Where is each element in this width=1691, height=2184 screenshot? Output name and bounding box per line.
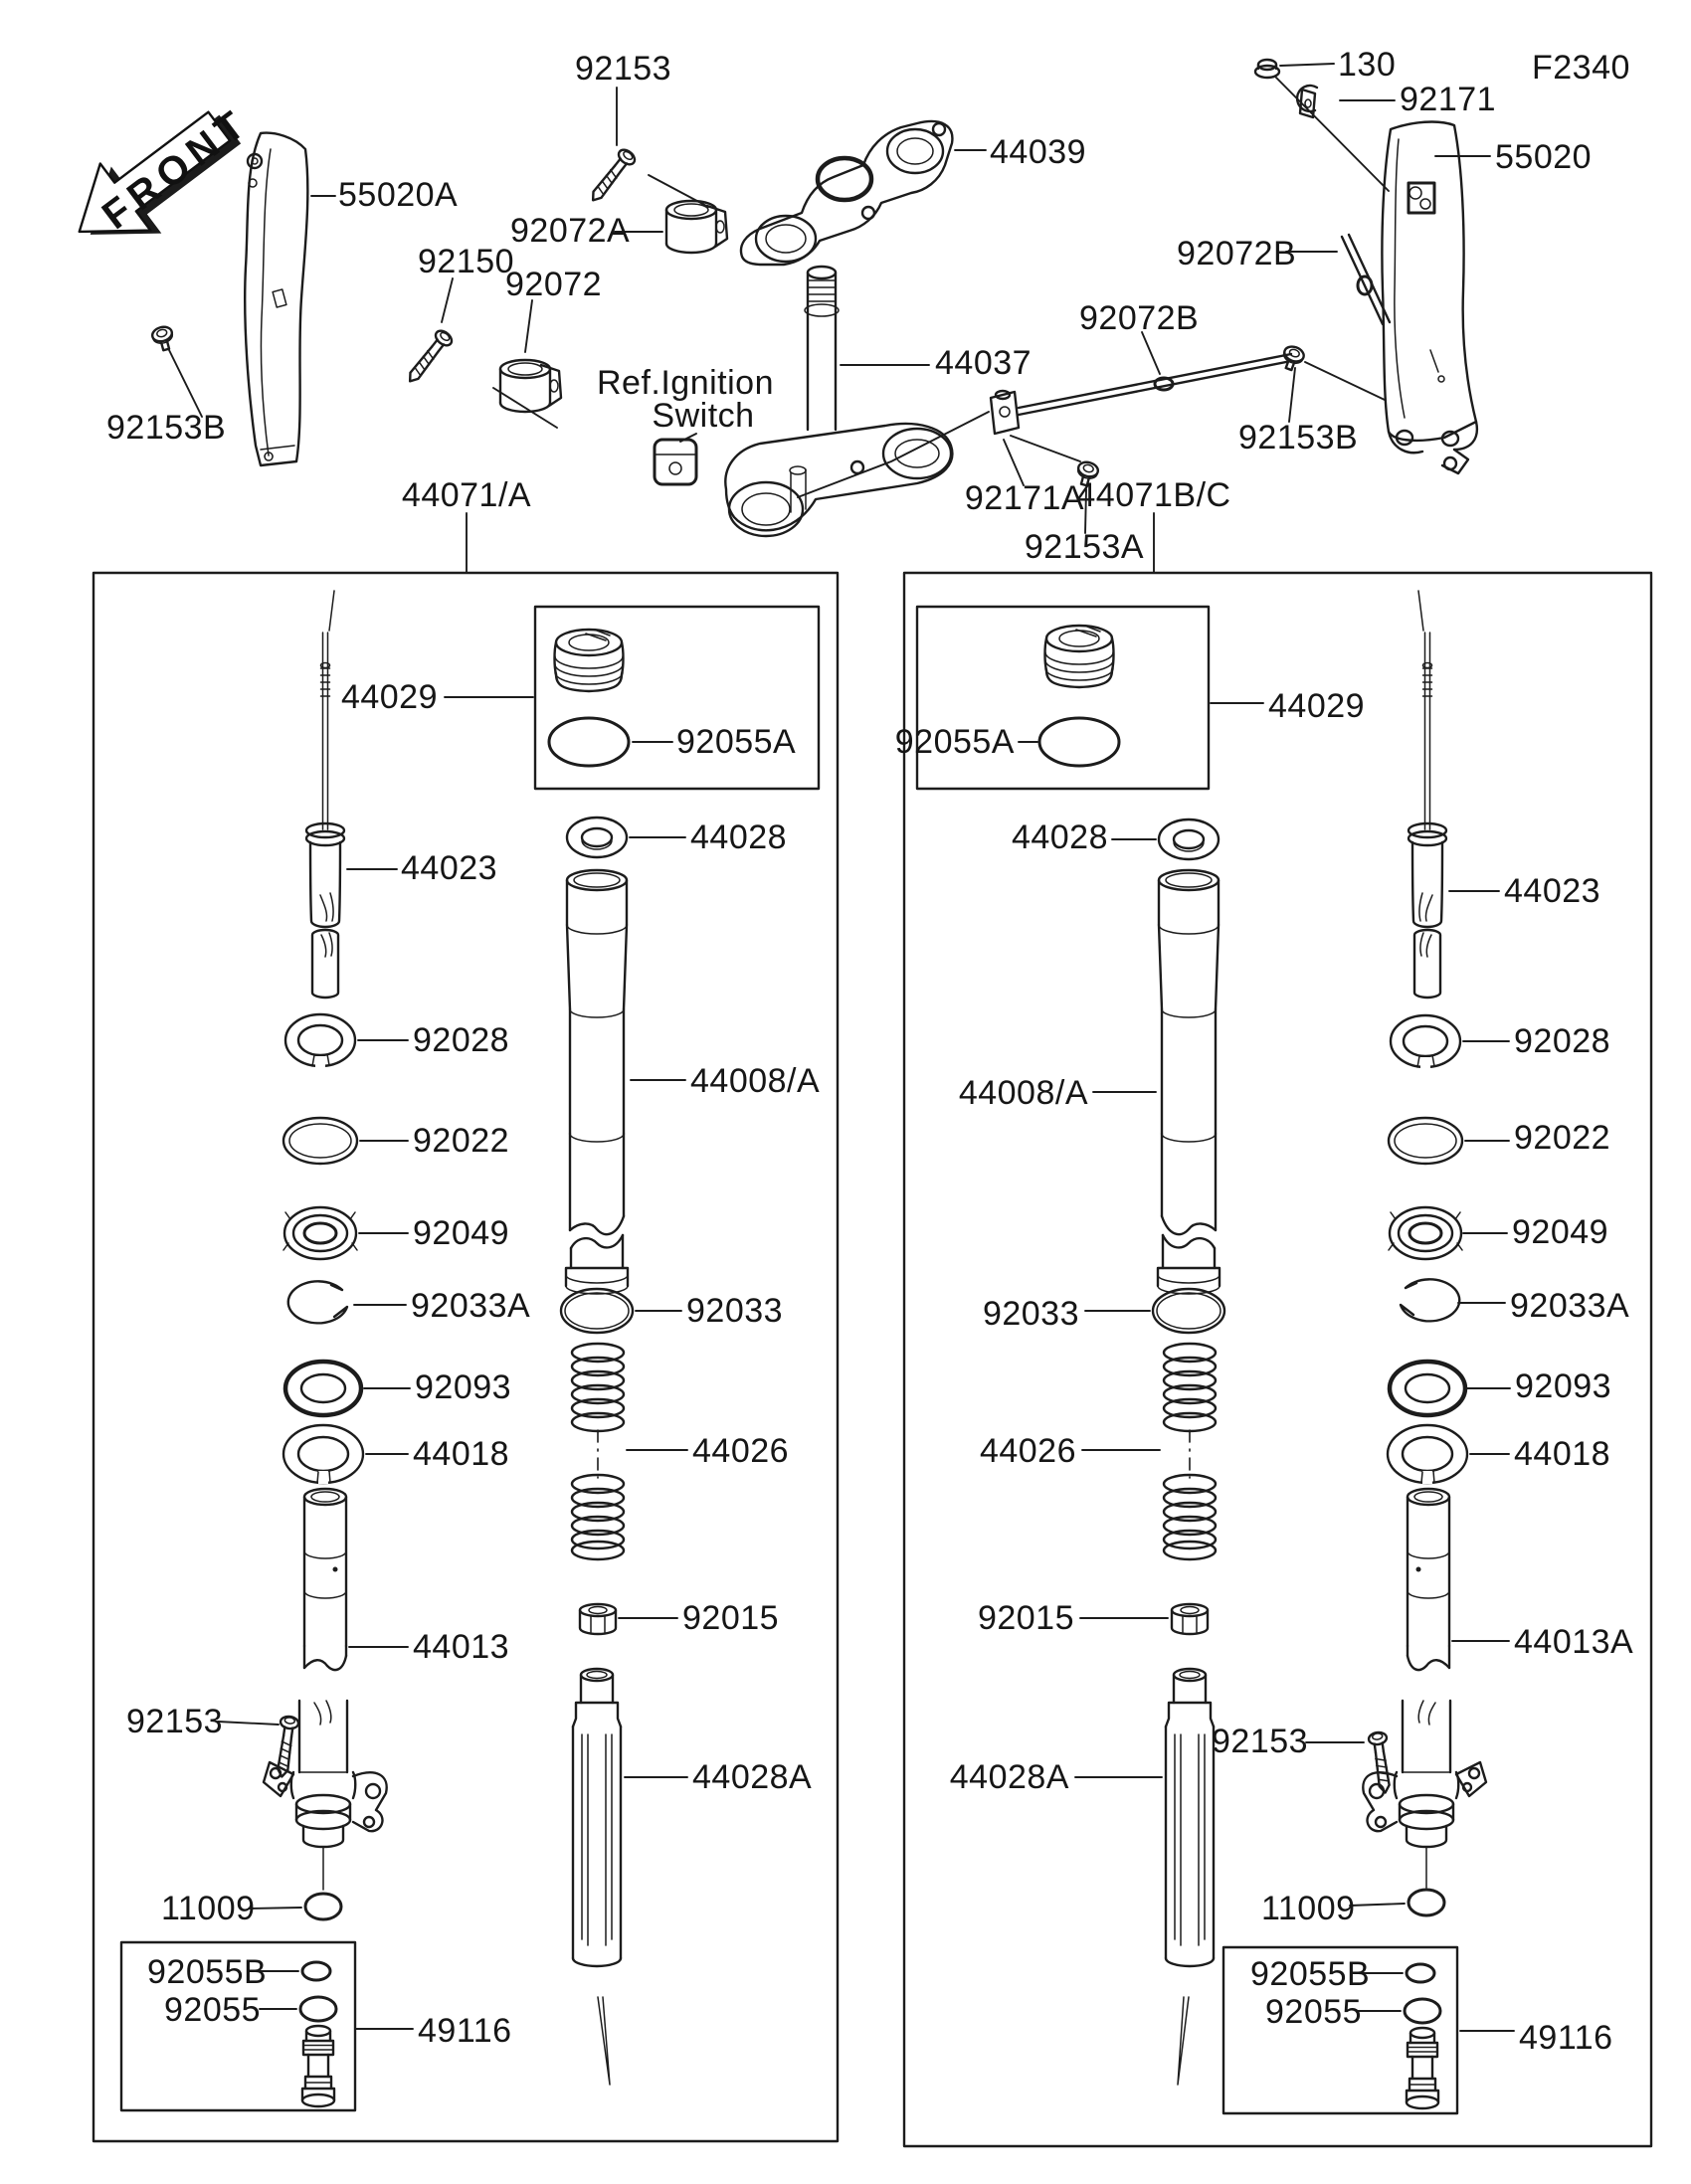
left-fork-assembly-title: 44071/A xyxy=(401,476,532,514)
left-callout-oring-11009: 11009 xyxy=(161,1890,256,1927)
left-callout-ring-92022: 92022 xyxy=(413,1122,510,1160)
callout-clamp-92072: 92072 xyxy=(505,266,603,303)
right-callout-bush-44018: 44018 xyxy=(1514,1435,1611,1473)
right-callout-ring-92033: 92033 xyxy=(982,1295,1079,1333)
front-marker-text: FRONT xyxy=(94,99,259,239)
right-callout-washer: 44028 xyxy=(1011,819,1108,856)
callout-cable-guide-upper: 92072B xyxy=(1177,235,1297,273)
left-callout-rod: 44028A xyxy=(692,1758,813,1796)
callout-bolt-92153b-right: 92153B xyxy=(1238,419,1359,456)
ref-ignition-note-line1: Ref.Ignition xyxy=(597,364,774,402)
right-callout-seal-92049: 92049 xyxy=(1512,1213,1609,1251)
callout-cable-guide-lower: 92072B xyxy=(1079,299,1200,337)
left-callout-ring-92028: 92028 xyxy=(413,1021,510,1059)
right-callout-ring-92022: 92022 xyxy=(1514,1119,1611,1157)
left-callout-needle: 44023 xyxy=(401,849,498,887)
ref-ignition-note-line2: Switch xyxy=(652,397,755,435)
callout-clamp-92072a: 92072A xyxy=(510,212,631,250)
left-callout-cap: 44029 xyxy=(340,678,438,716)
left-callout-inner-tube: 44008/A xyxy=(690,1062,821,1100)
right-callout-oring-11009: 11009 xyxy=(1261,1890,1356,1927)
left-callout-cap-oring: 92055A xyxy=(676,723,797,761)
callout-guard-left: 55020A xyxy=(338,176,459,214)
right-callout-oring-92055b: 92055B xyxy=(1250,1955,1371,1993)
right-callout-cylinder: 44013A xyxy=(1514,1623,1634,1661)
left-callout-clip-92033a: 92033A xyxy=(411,1287,531,1325)
right-callout-cap: 44029 xyxy=(1268,687,1366,725)
left-callout-washer: 44028 xyxy=(690,819,788,856)
left-callout-spring: 44026 xyxy=(692,1432,790,1470)
left-callout-nut-92015: 92015 xyxy=(682,1599,780,1637)
callout-bolt-92153a: 92153A xyxy=(1024,528,1145,566)
left-callout-ring-92093: 92093 xyxy=(415,1368,512,1406)
callout-nut-130: 130 xyxy=(1338,46,1397,84)
right-callout-inner-tube: 44008/A xyxy=(958,1074,1088,1112)
left-callout-valve: 49116 xyxy=(418,2012,512,2050)
right-callout-rod: 44028A xyxy=(949,1758,1069,1796)
right-fork-assembly-title: 44071B/C xyxy=(1076,476,1231,514)
right-callout-ring-92028: 92028 xyxy=(1514,1022,1611,1060)
left-callout-oring-92055: 92055 xyxy=(164,1991,262,2029)
callout-bolt-92153b-left: 92153B xyxy=(106,409,227,447)
left-callout-cylinder: 44013 xyxy=(413,1628,510,1666)
left-callout-bush-44018: 44018 xyxy=(413,1435,510,1473)
callout-screw-92150: 92150 xyxy=(418,243,515,280)
right-callout-needle: 44023 xyxy=(1504,872,1601,910)
callout-guard-right: 55020 xyxy=(1495,138,1593,176)
right-callout-cap-oring: 92055A xyxy=(894,723,1015,761)
left-callout-screw: 92153 xyxy=(126,1703,224,1740)
callout-lower-triple-clamp: 44037 xyxy=(935,344,1033,382)
figure-code: F2340 xyxy=(1532,49,1630,87)
right-callout-valve: 49116 xyxy=(1519,2019,1613,2057)
callout-upper-triple-clamp: 44039 xyxy=(990,133,1087,171)
right-callout-oring-92055: 92055 xyxy=(1265,1993,1363,2031)
right-callout-spring: 44026 xyxy=(979,1432,1076,1470)
left-callout-oring-92055b: 92055B xyxy=(147,1953,268,1991)
left-callout-seal-92049: 92049 xyxy=(413,1214,510,1252)
right-callout-ring-92093: 92093 xyxy=(1515,1367,1612,1405)
right-callout-clip-92033a: 92033A xyxy=(1510,1287,1630,1325)
callout-screw-upper: 92153 xyxy=(575,50,672,88)
left-callout-ring-92033: 92033 xyxy=(686,1292,784,1330)
right-callout-nut-92015: 92015 xyxy=(977,1599,1074,1637)
callout-clamp-92171: 92171 xyxy=(1400,81,1497,118)
callout-bracket-92171a: 92171A xyxy=(964,479,1085,517)
right-callout-screw: 92153 xyxy=(1212,1723,1309,1760)
